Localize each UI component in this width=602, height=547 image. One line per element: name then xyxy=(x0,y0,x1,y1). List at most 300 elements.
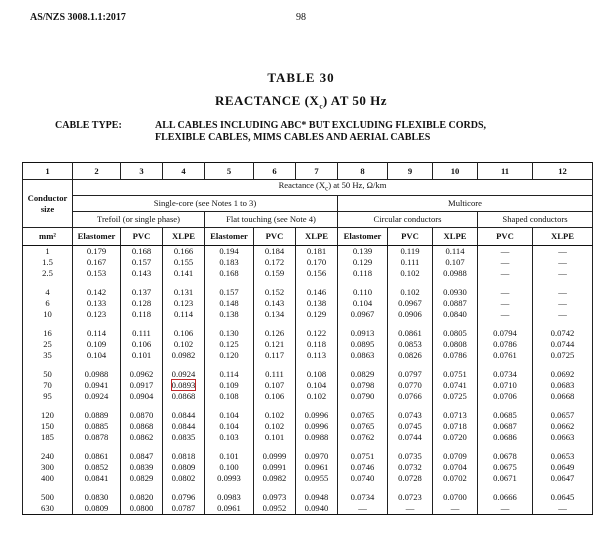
reactance-cell: 0.0940 xyxy=(296,503,338,515)
reactance-cell: 0.0683 xyxy=(533,380,593,391)
spacer-cell xyxy=(23,320,73,328)
reactance-cell: 0.0734 xyxy=(478,369,533,380)
table-row xyxy=(23,287,593,298)
reactance-cell: 0.109 xyxy=(73,339,121,350)
reactance-cell: 0.0835 xyxy=(163,432,205,443)
reactance-cell: 0.0751 xyxy=(338,451,388,462)
reactance-cell: 0.0742 xyxy=(533,328,593,339)
reactance-cell: 0.129 xyxy=(338,257,388,268)
reactance-cell: 0.0906 xyxy=(388,309,433,320)
spacer-cell xyxy=(478,484,533,492)
conductor-size-cell: 70 xyxy=(23,380,73,391)
reactance-cell: — xyxy=(478,298,533,309)
column-number: 5 xyxy=(205,163,254,180)
column-number-row xyxy=(23,163,593,180)
spacer-cell xyxy=(121,484,163,492)
reactance-cell: 0.0982 xyxy=(163,350,205,361)
spacer-cell xyxy=(205,402,254,410)
insulation-header: Elastomer xyxy=(73,228,121,246)
spacer-cell xyxy=(338,361,388,369)
insulation-header-row xyxy=(23,228,593,246)
reactance-cell: 0.0723 xyxy=(388,492,433,503)
spacer-cell xyxy=(205,320,254,328)
shaped-conductors-header: Shaped conductors xyxy=(478,212,593,228)
reactance-cell: 0.0725 xyxy=(533,350,593,361)
reactance-cell: 0.107 xyxy=(433,257,478,268)
spacer-cell xyxy=(478,402,533,410)
table-row xyxy=(23,246,593,258)
reactance-cell: 0.0967 xyxy=(338,309,388,320)
reactance-cell: — xyxy=(533,287,593,298)
reactance-cell: 0.100 xyxy=(205,462,254,473)
reactance-cell: 0.0728 xyxy=(388,473,433,484)
reactance-cell: 0.0713 xyxy=(433,410,478,421)
reactance-cell: 0.0666 xyxy=(478,492,533,503)
spacer-cell xyxy=(296,402,338,410)
spacer-cell xyxy=(254,279,296,287)
spacer-cell xyxy=(388,279,433,287)
cable-type-line-2: FLEXIBLE CABLES, MIMS CABLES AND AERIAL CABLES xyxy=(155,132,431,143)
reactance-cell: 0.0861 xyxy=(388,328,433,339)
reactance-cell: 0.0988 xyxy=(433,268,478,279)
group-spacer xyxy=(23,320,593,328)
standard-reference: AS/NZS 3008.1.1:2017 xyxy=(30,12,126,23)
table-body xyxy=(23,246,593,515)
reactance-cell: 0.0741 xyxy=(433,380,478,391)
conductor-size-cell: 1 xyxy=(23,246,73,258)
table-row xyxy=(23,421,593,432)
reactance-cell: 0.143 xyxy=(121,268,163,279)
reactance-cell: 0.0961 xyxy=(296,462,338,473)
spacer-cell xyxy=(23,484,73,492)
reactance-cell: 0.0744 xyxy=(533,339,593,350)
conductor-size-cell: 35 xyxy=(23,350,73,361)
reactance-cell: 0.106 xyxy=(163,328,205,339)
spacer-cell xyxy=(73,320,121,328)
table-row xyxy=(23,298,593,309)
conductor-size-cell: 150 xyxy=(23,421,73,432)
spacer-cell xyxy=(205,484,254,492)
reactance-cell: 0.0704 xyxy=(433,462,478,473)
reactance-cell: 0.131 xyxy=(163,287,205,298)
reactance-cell: 0.170 xyxy=(296,257,338,268)
reactance-cell: — xyxy=(478,309,533,320)
reactance-cell: 0.0988 xyxy=(296,432,338,443)
reactance-cell: 0.0663 xyxy=(533,432,593,443)
spacer-cell xyxy=(121,402,163,410)
reactance-cell: 0.114 xyxy=(163,309,205,320)
reactance-cell: 0.0647 xyxy=(533,473,593,484)
reactance-cell: 0.166 xyxy=(163,246,205,258)
reactance-cell: — xyxy=(478,268,533,279)
reactance-cell: 0.0649 xyxy=(533,462,593,473)
spacer-cell xyxy=(163,320,205,328)
conductor-size-cell: 185 xyxy=(23,432,73,443)
reactance-cell: 0.111 xyxy=(388,257,433,268)
reactance-cell: 0.0800 xyxy=(121,503,163,515)
reactance-cell: 0.0786 xyxy=(433,350,478,361)
insulation-header: PVC xyxy=(254,228,296,246)
spacer-cell xyxy=(23,361,73,369)
reactance-cell: 0.0870 xyxy=(121,410,163,421)
reactance-cell: 0.0868 xyxy=(121,421,163,432)
reactance-cell: 0.0797 xyxy=(388,369,433,380)
reactance-cell: 0.113 xyxy=(296,350,338,361)
conductor-size-cell: 6 xyxy=(23,298,73,309)
reactance-cell: 0.0889 xyxy=(73,410,121,421)
table-title-prefix: REACTANCE (X xyxy=(214,93,320,108)
reactance-cell: 0.0961 xyxy=(205,503,254,515)
spacer-cell xyxy=(338,320,388,328)
reactance-cell: 0.159 xyxy=(254,268,296,279)
reactance-cell: 0.0996 xyxy=(296,410,338,421)
reactance-cell: 0.104 xyxy=(205,421,254,432)
reactance-cell: 0.179 xyxy=(73,246,121,258)
reactance-cell: 0.0853 xyxy=(388,339,433,350)
reactance-cell: 0.106 xyxy=(254,391,296,402)
spacer-cell xyxy=(163,361,205,369)
group-spacer xyxy=(23,484,593,492)
column-number: 10 xyxy=(433,163,478,180)
insulation-header: Elastomer xyxy=(205,228,254,246)
reactance-cell: 0.0761 xyxy=(478,350,533,361)
spacer-cell xyxy=(533,443,593,451)
spacer-cell xyxy=(121,361,163,369)
reactance-cell: 0.0765 xyxy=(338,421,388,432)
reactance-cell: 0.0710 xyxy=(478,380,533,391)
reactance-cell: — xyxy=(533,298,593,309)
spacer-cell xyxy=(23,279,73,287)
spacer-cell xyxy=(296,484,338,492)
reactance-table xyxy=(22,162,593,515)
insulation-header: PVC xyxy=(478,228,533,246)
reactance-cell: 0.106 xyxy=(121,339,163,350)
reactance-cell: 0.0751 xyxy=(433,369,478,380)
reactance-cell: 0.146 xyxy=(296,287,338,298)
reactance-cell: 0.0805 xyxy=(433,328,478,339)
reactance-cell: 0.157 xyxy=(205,287,254,298)
table-row xyxy=(23,432,593,443)
reactance-cell: 0.101 xyxy=(205,451,254,462)
spacer-cell xyxy=(23,402,73,410)
table-number: TABLE 30 xyxy=(267,70,335,85)
reactance-cell: 0.143 xyxy=(254,298,296,309)
reactance-cell: 0.148 xyxy=(205,298,254,309)
spacer-cell xyxy=(433,320,478,328)
spacer-cell xyxy=(296,279,338,287)
spacer-cell xyxy=(296,361,338,369)
conductor-size-cell: 4 xyxy=(23,287,73,298)
spacer-cell xyxy=(533,402,593,410)
reactance-cell: 0.111 xyxy=(254,369,296,380)
reactance-cell: 0.0725 xyxy=(433,391,478,402)
group-spacer xyxy=(23,361,593,369)
table-title-suffix: ) AT 50 Hz xyxy=(322,93,388,108)
spacer-cell xyxy=(296,443,338,451)
reactance-cell: 0.0685 xyxy=(478,410,533,421)
insulation-header: XLPE xyxy=(163,228,205,246)
reactance-cell: 0.114 xyxy=(433,246,478,258)
conductor-size-cell: 25 xyxy=(23,339,73,350)
reactance-cell: 0.0702 xyxy=(433,473,478,484)
spacer-cell xyxy=(163,484,205,492)
spacer-cell xyxy=(533,279,593,287)
reactance-cell: 0.0766 xyxy=(388,391,433,402)
spacer-cell xyxy=(121,443,163,451)
column-number: 6 xyxy=(254,163,296,180)
reactance-cell: — xyxy=(533,246,593,258)
table-row xyxy=(23,380,593,391)
reactance-cell: 0.102 xyxy=(254,421,296,432)
spacer-cell xyxy=(121,320,163,328)
column-number: 3 xyxy=(121,163,163,180)
reactance-cell: 0.0787 xyxy=(163,503,205,515)
reactance-cell: 0.0706 xyxy=(478,391,533,402)
reactance-cell: 0.0895 xyxy=(338,339,388,350)
table-row xyxy=(23,503,593,515)
reactance-header-prefix: Reactance (X xyxy=(278,180,326,191)
single-core-header: Single-core (see Notes 1 to 3) xyxy=(73,196,338,212)
reactance-cell: 0.0991 xyxy=(254,462,296,473)
spacer-cell xyxy=(163,279,205,287)
reactance-cell: 0.102 xyxy=(163,339,205,350)
reactance-cell: 0.0829 xyxy=(338,369,388,380)
spacer-cell xyxy=(533,361,593,369)
reactance-cell: 0.0982 xyxy=(254,473,296,484)
conductor-size-cell: 400 xyxy=(23,473,73,484)
reactance-cell: 0.0744 xyxy=(388,432,433,443)
reactance-cell: 0.101 xyxy=(254,432,296,443)
spacer-cell xyxy=(478,361,533,369)
reactance-cell: 0.123 xyxy=(163,298,205,309)
column-number: 11 xyxy=(478,163,533,180)
reactance-cell: 0.0692 xyxy=(533,369,593,380)
reactance-cell: 0.102 xyxy=(388,287,433,298)
reactance-cell: 0.0675 xyxy=(478,462,533,473)
reactance-cell: 0.0924 xyxy=(73,391,121,402)
reactance-cell: 0.118 xyxy=(338,268,388,279)
reactance-cell: 0.0700 xyxy=(433,492,478,503)
reactance-cell: 0.118 xyxy=(121,309,163,320)
reactance-cell: — xyxy=(533,503,593,515)
reactance-cell: 0.0668 xyxy=(533,391,593,402)
conductor-size-cell: 1.5 xyxy=(23,257,73,268)
reactance-cell: 0.0678 xyxy=(478,451,533,462)
reactance-cell: 0.0844 xyxy=(163,410,205,421)
reactance-cell: 0.167 xyxy=(73,257,121,268)
reactance-cell: 0.0983 xyxy=(205,492,254,503)
reactance-cell: 0.110 xyxy=(338,287,388,298)
highlighted-value: 0.0893 xyxy=(171,380,196,390)
reactance-cell: 0.0794 xyxy=(478,328,533,339)
spacer-cell xyxy=(163,402,205,410)
reactance-cell: 0.0770 xyxy=(388,380,433,391)
column-number: 8 xyxy=(338,163,388,180)
spacer-cell xyxy=(433,279,478,287)
reactance-cell: 0.102 xyxy=(254,410,296,421)
table-row xyxy=(23,309,593,320)
reactance-cell: 0.120 xyxy=(205,350,254,361)
reactance-cell: 0.0996 xyxy=(296,421,338,432)
spacer-cell xyxy=(388,443,433,451)
spacer-cell xyxy=(433,443,478,451)
spacer-cell xyxy=(254,320,296,328)
reactance-cell: 0.0829 xyxy=(121,473,163,484)
conductor-size-cell: 630 xyxy=(23,503,73,515)
reactance-cell: — xyxy=(338,503,388,515)
reactance-cell: 0.102 xyxy=(296,391,338,402)
reactance-cell: 0.0732 xyxy=(388,462,433,473)
spacer-cell xyxy=(205,443,254,451)
reactance-cell: 0.0735 xyxy=(388,451,433,462)
column-number: 12 xyxy=(533,163,593,180)
reactance-header-suffix: ) at 50 Hz, Ω/km xyxy=(328,180,387,191)
table-row xyxy=(23,492,593,503)
reactance-cell: 0.0743 xyxy=(388,410,433,421)
reactance-cell: 0.138 xyxy=(296,298,338,309)
reactance-cell: 0.0653 xyxy=(533,451,593,462)
spacer-cell xyxy=(338,402,388,410)
reactance-header xyxy=(73,180,593,196)
reactance-cell: 0.0645 xyxy=(533,492,593,503)
spacer-cell xyxy=(388,320,433,328)
circular-conductors-header: Circular conductors xyxy=(338,212,478,228)
table-title xyxy=(0,93,602,111)
reactance-cell: 0.0790 xyxy=(338,391,388,402)
reactance-cell: — xyxy=(478,246,533,258)
column-number: 9 xyxy=(388,163,433,180)
reactance-cell: 0.181 xyxy=(296,246,338,258)
reactance-cell: 0.114 xyxy=(73,328,121,339)
reactance-cell: — xyxy=(433,503,478,515)
reactance-cell: 0.0924 xyxy=(163,369,205,380)
reactance-cell: 0.172 xyxy=(254,257,296,268)
column-number: 7 xyxy=(296,163,338,180)
reactance-header-sub: c xyxy=(325,184,329,193)
reactance-cell: 0.0878 xyxy=(73,432,121,443)
reactance-cell: 0.119 xyxy=(388,246,433,258)
spacer-cell xyxy=(388,402,433,410)
spacer-cell xyxy=(121,279,163,287)
reactance-cell: 0.134 xyxy=(254,309,296,320)
spacer-cell xyxy=(205,279,254,287)
page-number: 98 xyxy=(296,12,306,23)
reactance-cell: 0.137 xyxy=(121,287,163,298)
table-row xyxy=(23,257,593,268)
spacer-cell xyxy=(296,320,338,328)
flat-touching-header: Flat touching (see Note 4) xyxy=(205,212,338,228)
spacer-cell xyxy=(205,361,254,369)
reactance-cell: 0.125 xyxy=(205,339,254,350)
reactance-cell: — xyxy=(388,503,433,515)
insulation-header: PVC xyxy=(388,228,433,246)
reactance-cell: 0.152 xyxy=(254,287,296,298)
reactance-cell: 0.133 xyxy=(73,298,121,309)
conductor-size-cell: 50 xyxy=(23,369,73,380)
spacer-cell xyxy=(433,361,478,369)
reactance-cell: — xyxy=(478,257,533,268)
reactance-cell: 0.0863 xyxy=(338,350,388,361)
reactance-cell: 0.0718 xyxy=(433,421,478,432)
reactance-cell: 0.0988 xyxy=(73,369,121,380)
reactance-cell: 0.139 xyxy=(338,246,388,258)
spacer-cell xyxy=(254,484,296,492)
conductor-size-cell: 2.5 xyxy=(23,268,73,279)
reactance-cell: 0.104 xyxy=(205,410,254,421)
reactance-cell: 0.0941 xyxy=(73,380,121,391)
group-spacer xyxy=(23,443,593,451)
reactance-cell: 0.0962 xyxy=(121,369,163,380)
reactance-cell: 0.0802 xyxy=(163,473,205,484)
group-spacer xyxy=(23,402,593,410)
reactance-cell: 0.142 xyxy=(73,287,121,298)
reactance-cell: 0.0745 xyxy=(388,421,433,432)
reactance-cell: 0.194 xyxy=(205,246,254,258)
table-row xyxy=(23,391,593,402)
reactance-cell: 0.0720 xyxy=(433,432,478,443)
spacer-cell xyxy=(254,361,296,369)
reactance-cell: 0.102 xyxy=(388,268,433,279)
reactance-cell: 0.0830 xyxy=(73,492,121,503)
spacer-cell xyxy=(478,279,533,287)
conductor-size-cell: 10 xyxy=(23,309,73,320)
conductor-size-header: Conductor size xyxy=(23,180,73,228)
reactance-cell: 0.0999 xyxy=(254,451,296,462)
unit-header: mm² xyxy=(23,228,73,246)
reactance-cell: 0.0861 xyxy=(73,451,121,462)
reactance-cell: 0.104 xyxy=(296,380,338,391)
reactance-cell: 0.0913 xyxy=(338,328,388,339)
reactance-cell: 0.126 xyxy=(254,328,296,339)
reactance-cell: 0.0839 xyxy=(121,462,163,473)
reactance-cell: 0.0868 xyxy=(163,391,205,402)
reactance-cell: 0.103 xyxy=(205,432,254,443)
table-row xyxy=(23,339,593,350)
reactance-cell xyxy=(163,380,205,391)
reactance-cell: 0.0852 xyxy=(73,462,121,473)
reactance-cell: — xyxy=(533,309,593,320)
reactance-cell: 0.128 xyxy=(121,298,163,309)
reactance-cell: 0.0786 xyxy=(478,339,533,350)
table-row xyxy=(23,350,593,361)
column-number: 4 xyxy=(163,163,205,180)
spacer-cell xyxy=(338,279,388,287)
reactance-cell: 0.157 xyxy=(121,257,163,268)
reactance-cell: 0.121 xyxy=(254,339,296,350)
reactance-cell: 0.0917 xyxy=(121,380,163,391)
reactance-cell: 0.183 xyxy=(205,257,254,268)
table-row xyxy=(23,462,593,473)
reactance-cell: 0.0844 xyxy=(163,421,205,432)
reactance-cell: 0.168 xyxy=(121,246,163,258)
reactance-cell: 0.0709 xyxy=(433,451,478,462)
reactance-cell: 0.118 xyxy=(296,339,338,350)
cable-type-label: CABLE TYPE: xyxy=(55,120,122,131)
table-row xyxy=(23,473,593,484)
reactance-cell: 0.0798 xyxy=(338,380,388,391)
reactance-cell: 0.0904 xyxy=(121,391,163,402)
reactance-cell: 0.122 xyxy=(296,328,338,339)
reactance-cell: 0.0820 xyxy=(121,492,163,503)
reactance-cell: 0.168 xyxy=(205,268,254,279)
table-row xyxy=(23,369,593,380)
column-number: 2 xyxy=(73,163,121,180)
reactance-cell: 0.0955 xyxy=(296,473,338,484)
reactance-cell: 0.0930 xyxy=(433,287,478,298)
reactance-cell: 0.0952 xyxy=(254,503,296,515)
conductor-size-cell: 16 xyxy=(23,328,73,339)
reactance-cell: 0.0809 xyxy=(163,462,205,473)
